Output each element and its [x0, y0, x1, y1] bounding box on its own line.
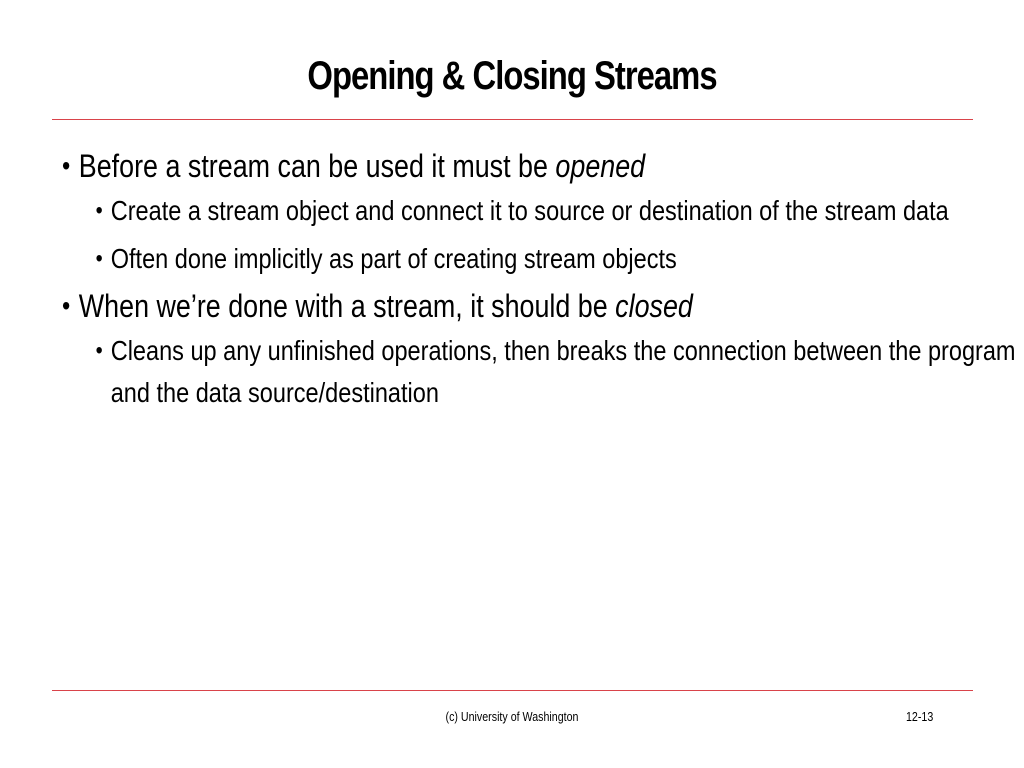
page-number: 12-13 [906, 709, 934, 724]
title-divider [52, 119, 973, 120]
slide-title: Opening & Closing Streams [307, 54, 717, 98]
footer-copyright: (c) University of Washington [445, 709, 579, 724]
bullet-level1 [62, 286, 868, 326]
bullet-text: Create a stream object and connect it to source or destination of the stream data [110, 195, 949, 226]
bullet-emphasis: opened [555, 148, 646, 184]
bullet-emphasis: closed [615, 288, 693, 324]
bullet-dot-icon: • [95, 197, 103, 224]
bullet-dot-icon: • [62, 150, 71, 181]
bullet-text: Cleans up any unfinished operations, then breaks the connection between the program and the data source/destination [110, 335, 1016, 408]
bullet-dot-icon: • [62, 290, 71, 321]
bullet-dot-icon: • [95, 245, 103, 272]
bullet-text: Before a stream can be used it must be [78, 148, 556, 184]
bullet-text: Often done implicitly as part of creating stream objects [110, 243, 677, 274]
slide-body [62, 146, 1016, 420]
bullet-text: When we’re done with a stream, it should be [78, 288, 616, 324]
bullet-dot-icon: • [95, 337, 103, 364]
footer-divider [52, 690, 973, 691]
bullet-level2 [62, 330, 1016, 414]
bullet-level1 [62, 146, 868, 186]
bullet-level2 [62, 190, 949, 232]
bullet-level2 [62, 238, 868, 280]
